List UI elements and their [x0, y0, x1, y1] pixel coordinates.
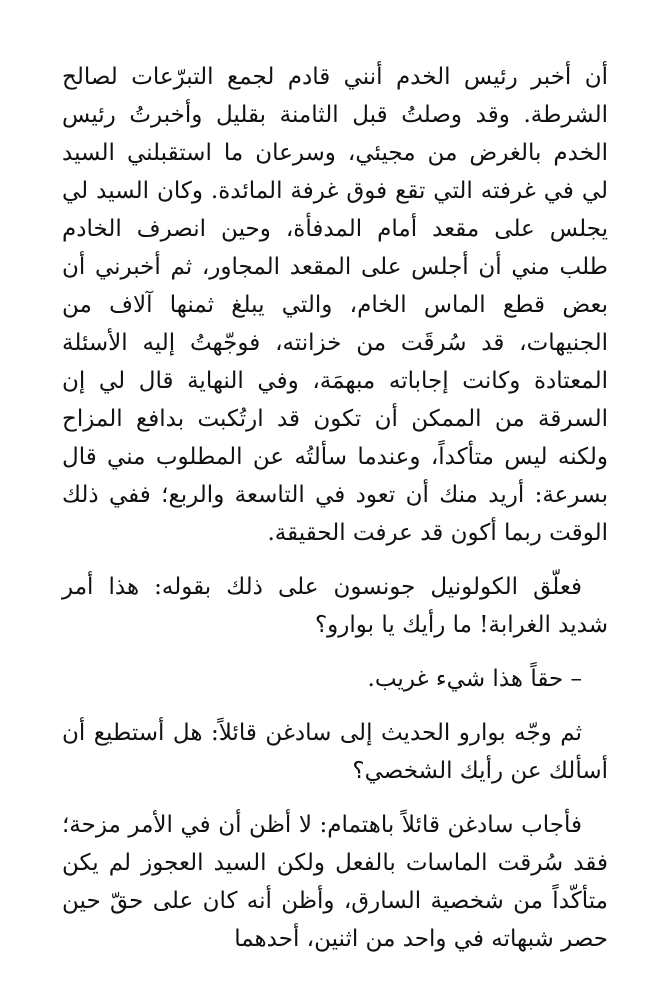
- paragraph-4: ثم وجّه بوارو الحديث إلى سادغن قائلاً: هل أستطيع أن أسألك عن رأيك الشخصي؟: [62, 720, 608, 784]
- paragraph-3: – حقاً هذا شيء غريب.: [367, 666, 582, 692]
- book-page: [62, 58, 608, 958]
- paragraph-5: فأجاب سادغن قائلاً باهتمام: لا أظن أن في الأمر مزحة؛ فقد سُرقت الماسات بالفعل ولكن السيد العجوز لم يكن متأكّداً من شخصية السارق، وأظن أنه كان على حقّ حين حصر شبهاته في واحد من اثنين، أحدهما: [62, 812, 608, 952]
- paragraph-2: فعلّق الكولونيل جونسون على ذلك بقوله: هذا أمر شديد الغرابة! ما رأيك يا بوارو؟: [62, 574, 608, 638]
- paragraph-1: أن أخبر رئيس الخدم أنني قادم لجمع التبرّعات لصالح الشرطة. وقد وصلتُ قبل الثامنة بقليل وأخبرتُ رئيس الخدم بالغرض من مجيئي، وسرعان ما استقبلني السيد لي في غرفته التي تقع فوق غرفة المائدة. وكان السيد لي يجلس على مقعد أمام المدفأة، وحين انصرف الخادم طلب مني أن أجلس على المقعد المجاور، ثم أخبرني أن بعض قطع الماس الخام، والتي يبلغ ثمنها آلاف من الجنيهات، قد سُرقَت من خزانته، فوجّهتُ إليه الأسئلة المعتادة وكانت إجاباته مبهمَة، وفي النهاية قال لي إن السرقة من الممكن أن تكون قد ارتُكبت بدافع المزاح ولكنه ليس متأكداً، وعندما سألتُه عن المطلوب مني قال بسرعة: أريد منك أن تعود في التاسعة والربع؛ ففي ذلك الوقت ربما أكون قد عرفت الحقيقة.: [62, 64, 608, 546]
